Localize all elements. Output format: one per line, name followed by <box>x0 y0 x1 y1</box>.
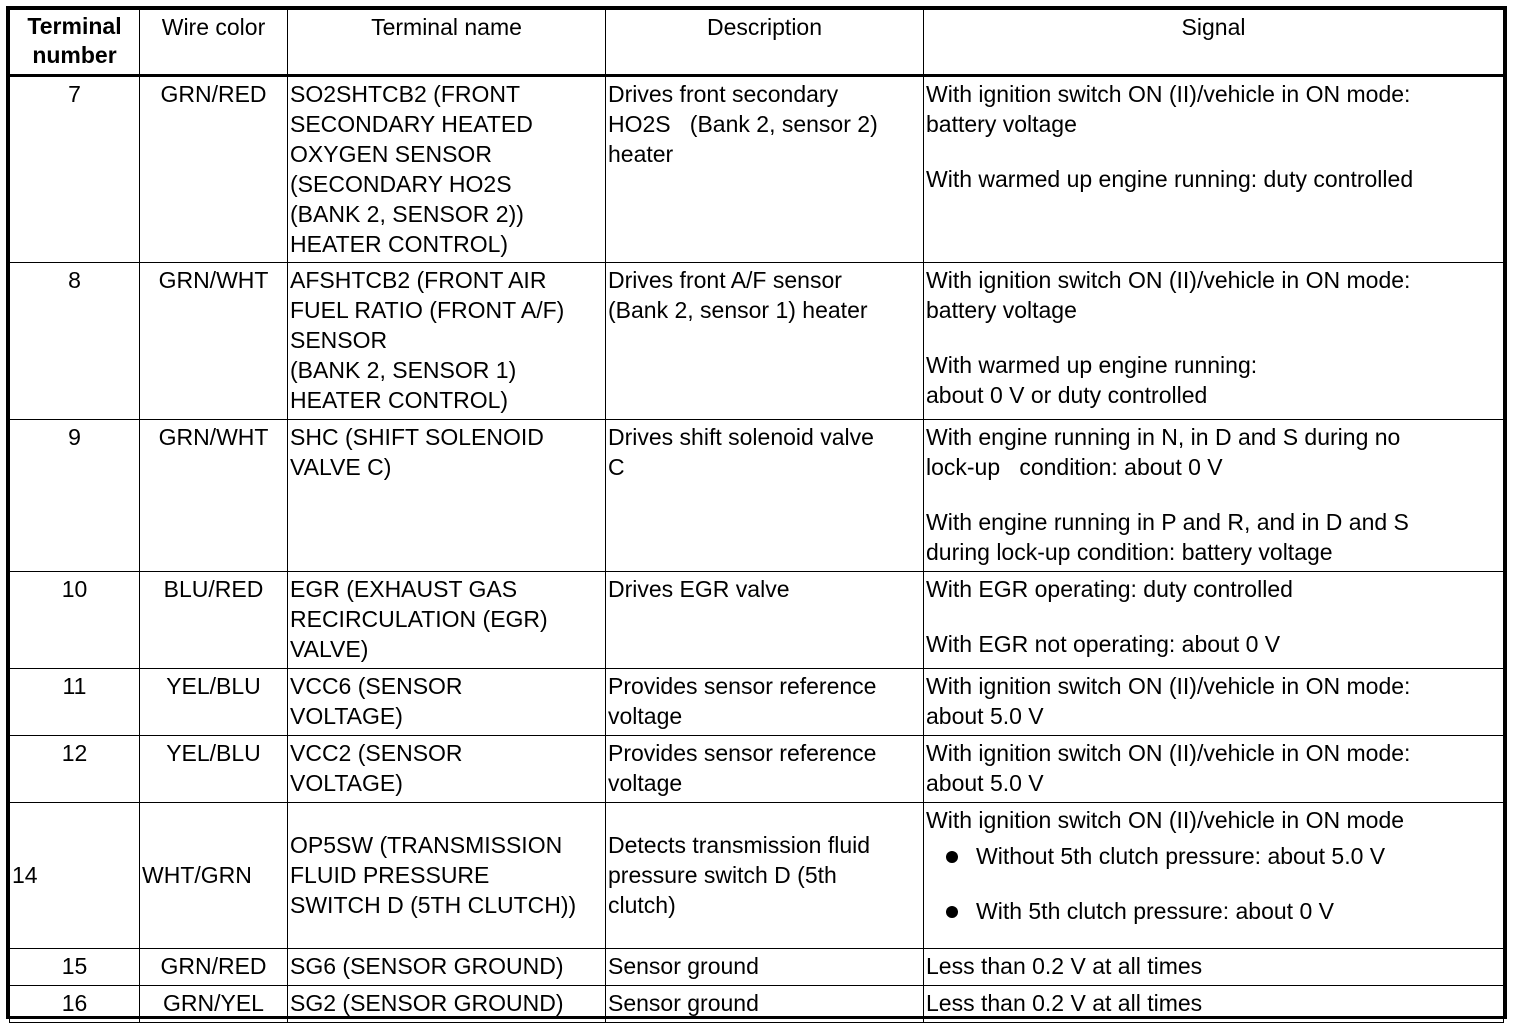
description-line: Sensor ground <box>608 953 759 979</box>
signal-line: With ignition switch ON (II)/vehicle in ON mode: <box>926 81 1411 107</box>
wire-color: GRN/WHT <box>140 420 288 572</box>
terminal-number: 16 <box>10 986 140 1023</box>
signal-line: With EGR operating: duty controlled <box>926 576 1293 602</box>
description-line: Provides sensor reference <box>608 673 877 699</box>
name-line: OXYGEN SENSOR <box>290 141 492 167</box>
signal-line: about 5.0 V <box>926 703 1044 729</box>
description <box>606 76 924 263</box>
signal <box>924 420 1504 572</box>
name-line: FUEL RATIO (FRONT A/F) <box>290 297 565 323</box>
name-line: SENSOR <box>290 327 388 353</box>
name-line: SWITCH D (5TH CLUTCH)) <box>290 892 577 918</box>
terminal-number: 14 <box>10 803 140 949</box>
header-terminal-number <box>10 10 140 76</box>
signal <box>924 76 1504 263</box>
wire-color: BLU/RED <box>140 572 288 669</box>
description-line: clutch) <box>608 892 676 918</box>
header-number-line: number <box>32 42 117 68</box>
signal <box>924 986 1504 1023</box>
signal <box>924 736 1504 803</box>
terminal-number: 12 <box>10 736 140 803</box>
header-wire-color: Wire color <box>140 10 288 76</box>
name-line: SECONDARY HEATED <box>290 111 533 137</box>
table-row <box>10 76 1504 263</box>
name-line: SG6 (SENSOR GROUND) <box>290 953 564 979</box>
name-line: VOLTAGE) <box>290 770 403 796</box>
wire-color: YEL/BLU <box>140 736 288 803</box>
description <box>606 949 924 986</box>
terminal-name <box>288 572 606 669</box>
header-terminal-name: Terminal name <box>288 10 606 76</box>
name-line: AFSHTCB2 (FRONT AIR <box>290 267 547 293</box>
table-row <box>10 949 1504 986</box>
description-line: C <box>608 454 625 480</box>
name-line: SHC (SHIFT SOLENOID <box>290 424 544 450</box>
wire-color: GRN/RED <box>140 76 288 263</box>
signal <box>924 949 1504 986</box>
header-description: Description <box>606 10 924 76</box>
terminal-table <box>9 9 1504 1023</box>
description <box>606 736 924 803</box>
table-row <box>10 420 1504 572</box>
wire-color: WHT/GRN <box>140 803 288 949</box>
table-row <box>10 263 1504 420</box>
name-line: (BANK 2, SENSOR 2)) <box>290 201 524 227</box>
table-row <box>10 669 1504 736</box>
description-line: Drives front secondary <box>608 81 839 107</box>
name-line: RECIRCULATION (EGR) <box>290 606 548 632</box>
description-line: Detects transmission fluid <box>608 832 871 858</box>
wire-color: GRN/WHT <box>140 263 288 420</box>
description <box>606 420 924 572</box>
signal-line: With ignition switch ON (II)/vehicle in ON mode: <box>926 740 1411 766</box>
description-line: voltage <box>608 770 683 796</box>
table-row <box>10 986 1504 1023</box>
description-line: pressure switch D (5th <box>608 862 837 888</box>
table-row <box>10 736 1504 803</box>
signal-line: With ignition switch ON (II)/vehicle in ON mode: <box>926 673 1411 699</box>
signal-line: With EGR not operating: about 0 V <box>926 631 1281 657</box>
wire-color: GRN/RED <box>140 949 288 986</box>
terminal-number: 15 <box>10 949 140 986</box>
name-line: VCC2 (SENSOR <box>290 740 463 766</box>
signal <box>924 572 1504 669</box>
signal-line: battery voltage <box>926 297 1077 323</box>
signal-line: lock-up condition: about 0 V <box>926 454 1223 480</box>
signal <box>924 803 1504 949</box>
terminal-number: 8 <box>10 263 140 420</box>
terminal-name <box>288 736 606 803</box>
terminal-number: 9 <box>10 420 140 572</box>
table-row <box>10 572 1504 669</box>
name-line: HEATER CONTROL) <box>290 387 509 413</box>
name-line: VCC6 (SENSOR <box>290 673 463 699</box>
description-line: voltage <box>608 703 683 729</box>
description <box>606 572 924 669</box>
terminal-name <box>288 76 606 263</box>
name-line: SG2 (SENSOR GROUND) <box>290 990 564 1016</box>
signal-line: With warmed up engine running: <box>926 352 1258 378</box>
name-line: VALVE C) <box>290 454 392 480</box>
terminal-name <box>288 263 606 420</box>
name-line: (SECONDARY HO2S <box>290 171 512 197</box>
terminal-name <box>288 803 606 949</box>
description-line: HO2S (Bank 2, sensor 2) <box>608 111 878 137</box>
signal-line: With ignition switch ON (II)/vehicle in ON mode: <box>926 267 1411 293</box>
terminal-number: 10 <box>10 572 140 669</box>
wire-color: YEL/BLU <box>140 669 288 736</box>
terminal-name <box>288 986 606 1023</box>
terminal-name <box>288 669 606 736</box>
signal-line: Less than 0.2 V at all times <box>926 953 1203 979</box>
signal-line: Less than 0.2 V at all times <box>926 990 1203 1016</box>
terminal-number: 11 <box>10 669 140 736</box>
table-row <box>10 803 1504 949</box>
description-line: Drives EGR valve <box>608 576 790 602</box>
signal-line: about 5.0 V <box>926 770 1044 796</box>
description-line: Provides sensor reference <box>608 740 877 766</box>
table-header-row <box>10 10 1504 76</box>
description <box>606 669 924 736</box>
signal-line: With ignition switch ON (II)/vehicle in ON mode <box>926 807 1405 833</box>
signal <box>924 263 1504 420</box>
description-line: Sensor ground <box>608 990 759 1016</box>
signal-bullet-item: Without 5th clutch pressure: about 5.0 V <box>926 841 1501 871</box>
terminal-name <box>288 420 606 572</box>
signal-line: during lock-up condition: battery voltage <box>926 539 1333 565</box>
description <box>606 263 924 420</box>
name-line: EGR (EXHAUST GAS <box>290 576 518 602</box>
signal-line: With engine running in N, in D and S during no <box>926 424 1401 450</box>
description-line: Drives shift solenoid valve <box>608 424 874 450</box>
name-line: VALVE) <box>290 636 369 662</box>
name-line: FLUID PRESSURE <box>290 862 490 888</box>
wire-color: GRN/YEL <box>140 986 288 1023</box>
signal-bullet-item: With 5th clutch pressure: about 0 V <box>926 896 1501 926</box>
name-line: HEATER CONTROL) <box>290 231 509 257</box>
signal-line: With engine running in P and R, and in D and S <box>926 509 1409 535</box>
terminal-number: 7 <box>10 76 140 263</box>
header-terminal-line: Terminal <box>27 13 122 39</box>
description <box>606 986 924 1023</box>
name-line: (BANK 2, SENSOR 1) <box>290 357 517 383</box>
header-signal: Signal <box>924 10 1504 76</box>
description-line: heater <box>608 141 674 167</box>
terminal-name <box>288 949 606 986</box>
name-line: OP5SW (TRANSMISSION <box>290 832 563 858</box>
name-line: VOLTAGE) <box>290 703 403 729</box>
signal-line: about 0 V or duty controlled <box>926 382 1208 408</box>
signal-line: battery voltage <box>926 111 1077 137</box>
terminal-table-document <box>6 6 1507 1019</box>
signal-bullet-list <box>926 841 1501 926</box>
signal <box>924 669 1504 736</box>
signal-line: With warmed up engine running: duty controlled <box>926 166 1414 192</box>
description-line: (Bank 2, sensor 1) heater <box>608 297 868 323</box>
description <box>606 803 924 949</box>
description-line: Drives front A/F sensor <box>608 267 842 293</box>
name-line: SO2SHTCB2 (FRONT <box>290 81 521 107</box>
